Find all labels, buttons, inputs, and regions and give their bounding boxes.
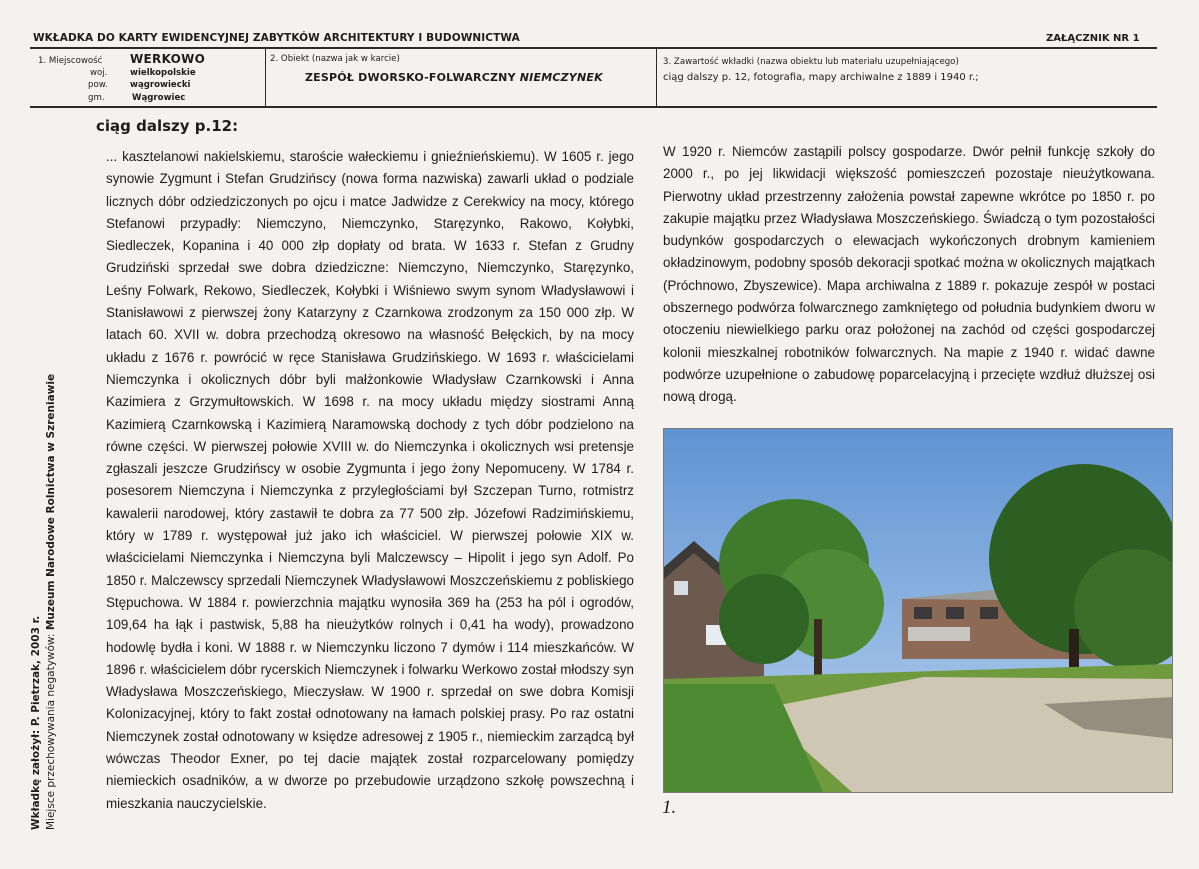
body-text-left: ... kasztelanowi nakielskiemu, staroście wałeckiemu i gnieźnieńskiemu). W 1605 r. jego synowie Zygmunt i Stefan Grudzińscy (nowa forma nazwiska) zawarli układ o podziale licznych dóbr odziedziczonych po ojcu i matce Jadwidze z Cerekwicy na mocy, którego Stefanowi przypadły: Niemczyno, Niemczynko, Staręzynko, Rakowo, Kołybki, Siedleczek, Kopanina i 40 000 złp dopłaty od brata. W 1633 r. Stefan z Grudny Grudziński sprzedał swe dobra dziedziczne: Niemczyno, Niemczynko, Staręzynko, Leśny Folwark, Rekowo, Siedleczek, Kołybki i Wiśniewo swym synom Władysławowi i Stanisławowi z pierwszej żony Katarzyny z Czarnkowa zrodzonym za 150 000 złp. W latach 60. XVII w. dobra przechodzą okresowo na własność Bełęckich, by na mocy układu z 1676 r. powrócić w ręce Stanisława Grudzińskiego. W 1693 r. właścicielami Niemczynka i okolicznych dóbr byli małżonkowie Władysław Czarnkowski i Anna Kazimiera z Grzymułtowskich. W 1698 r. na mocy układu między siostrami Anną Kazimierą Czarnkowską i Kazimierą Naramowską dochody z tych dóbr podzielono na równe części. W pierwszej połowie XVIII w. do Niemczynka i okolicznych wsi pretensje zgłaszali jeszcze Grudzińscy w osobie Zygmunta i jego żony Nepomuceny. W 1784 r. posesorem Niemczyna i Niemczynka z przyległościami był Szczepan Turno, rotmistrz kawalerii narodowej, który zastawił te dobra za 77 500 złp. Józefowi Radzimińskiemu, który w 1789 r. występował już jako ich właściciel. W pierwszej połowie XIX w. właścicielami Niemczynka i Niemczyna byli Malczewscy – Hipolit i jego syn Adolf. Po 1850 r. Malczewscy sprzedali Niemczynek Władysławowi Moszczeńskiemu z pobliskiego Stępuchowa. W 1884 r. powierzchnia majątku wynosiła 369 ha (253 ha pól i ogrodów, 109,64 ha łąk i pastwisk, 5,88 ha nieużytków rolnych i 0,41 ha wody), prowadzono hodowlę bydła i koni. W 1888 r. w Niemczynku liczono 7 dymów i 114 mieszkańców. W 1896 r. właścicielem dóbr rycerskich Niemczynek i folwarku Werkowo został młodszy syn Władysława Moszczeńskiego, Mieczysław. W 1900 r. sprzedał on swe dobra Komisji Kolonizacyjnej, który to fakt został odnotowany na łamach polskiej prasy. Po raz ostatni Niemczynek został odnotowany w księdze adresowej z 1905 r., niemieckim zarządcą był wówczas Theodor Exner, po tej dacie majątek został rozparcelowany pomiędzy niemieckich osadników, a w dworze po przebudowie urządzono szkołę powszechną i mieszkania nauczycielskie. [106,149,634,811]
header-divider-2 [656,47,657,107]
negatives-location-value: Muzeum Narodowe Rolnictwa w Szreniawie [45,373,57,631]
photo-number: 1. [662,797,677,818]
negatives-location [45,270,57,830]
manor-photograph [663,428,1173,793]
author-note: Wkładkę założył: P. Pietrzak, 2003 r. [30,615,42,830]
voivodeship-label: woj. [90,68,108,78]
continuation-heading: ciąg dalszy p.12: [96,117,239,135]
commune-label: gm. [88,93,105,103]
location-name: WERKOWO [130,52,206,66]
county-label: pow. [88,80,108,90]
voivodeship-value: wielkopolskie [130,68,196,78]
contents-value: ciąg dalszy p. 12, fotografia, mapy archiwalne z 1889 i 1940 r.; [663,72,979,83]
manor-photograph-image [664,429,1173,793]
object-name [305,71,603,84]
header-divider-1 [265,47,266,107]
contents-label: 3. Zawartość wkładki (nazwa obiektu lub materiału uzupełniającego) [663,57,959,67]
document-header-title: WKŁADKA DO KARTY EWIDENCYJNEJ ZABYTKÓW ARCHITEKTURY I BUDOWNICTWA [33,32,520,44]
location-label: 1. Miejscowość [38,56,103,66]
header-rule-bottom [30,106,1157,108]
vertical-sidebar [30,270,57,830]
annex-number: ZAŁĄCZNIK NR 1 [1046,33,1140,44]
negatives-location-label: Miejsce przechowywania negatywów: [45,630,57,830]
header-rule-top [30,47,1157,49]
body-text-right: W 1920 r. Niemców zastąpili polscy gospodarze. Dwór pełnił funkcję szkoły do 2000 r., po jej likwidacji większość pomieszczeń pozostaje nieużytkowana. Pierwotny układ przestrzenny założenia powstał zapewne wkrótce po 1850 r. po zakupie majątku przez Władysława Moszczeńskiego. Świadczą o tym pozostałości budynków gospodarczych o elewacjach wykończonych drobnym kamieniem okładzinowym, podobny sposób dekoracji spotkać można w okolicznych majątkach (Próchnowo, Zbyszewice). Mapa archiwalna z 1889 r. pokazuje zespół w postaci obszernego podwórza folwarcznego zamkniętego od południa budynkiem dworu w otoczeniu niewielkiego parku oraz położonej na zachód od części gospodarczej kolonii mieszkalnej robotników folwarcznych. Na mapie z 1940 r. widać dawne podwórze uzupełnione o zabudowę poparcelacyjną i przecięte wzdłuż dłuższej osi nową drogą. [663,144,1155,405]
commune-value: Wągrowiec [132,93,186,103]
county-value: wągrowiecki [130,80,191,90]
object-name-main: ZESPÓŁ DWORSKO-FOLWARCZNY [305,71,520,84]
object-label: 2. Obiekt (nazwa jak w karcie) [270,54,400,64]
object-name-italic: NIEMCZYNEK [519,71,603,84]
